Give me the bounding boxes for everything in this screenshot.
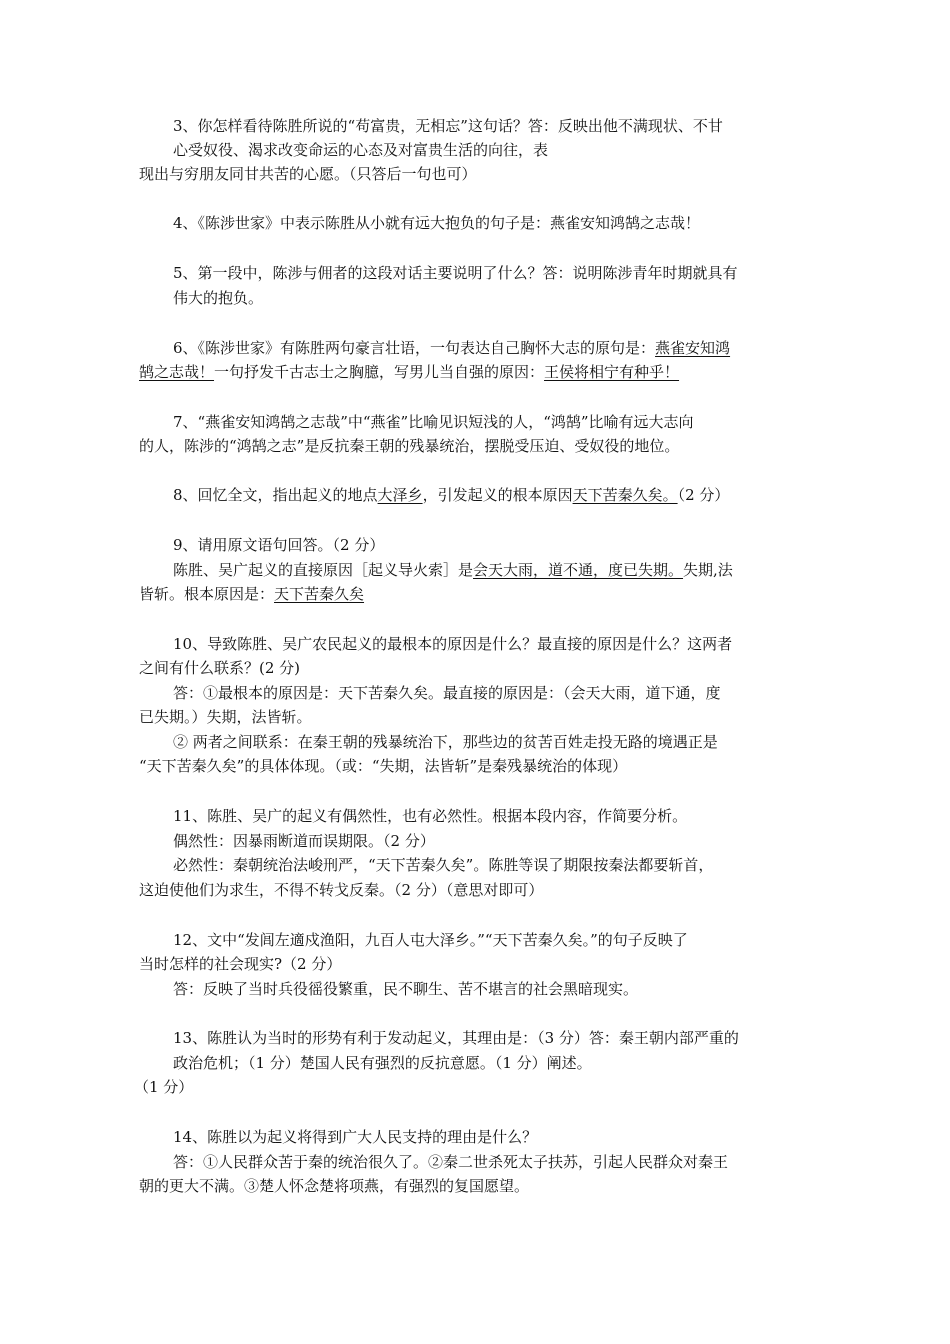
q8-text: ，引发起义的根本原因: [422, 486, 573, 504]
q9-answer-underlined: 天下苦秦久矣: [274, 585, 365, 603]
q5-line-2: 伟大的抱负。: [173, 289, 264, 307]
q10-line-2: 之间有什么联系？(2 分): [139, 659, 301, 677]
q9-answer-underlined: 会天大雨，道不通，度已失期。: [473, 561, 684, 579]
q8-score: （2 分）: [677, 486, 730, 504]
q11-line-1: 11、陈胜、吴广的起义有偶然性，也有必然性。根据本段内容，作简要分析。: [173, 807, 688, 825]
q12-line-2: 当时怎样的社会现实?（2 分）: [139, 955, 342, 973]
q11-line-4: 这迫使他们为求生，不得不转戈反秦。（2 分）（意思对即可）: [139, 881, 544, 899]
q6-line-1: [173, 337, 730, 359]
q6-text: 6、《陈涉世家》有陈胜两句豪言壮语，一句表达自己胸怀大志的原句是：: [173, 339, 656, 357]
q10-line-5: ② 两者之间联系：在秦王朝的残暴统治下，那些边的贫苦百姓走投无路的境遇正是: [173, 733, 718, 751]
q3-line-3: 现出与穷朋友同甘共苦的心愿。（只答后一句也可）: [139, 165, 477, 183]
q13-line-2: 政治危机；（1 分）楚国人民有强烈的反抗意愿。（1 分）阐述。: [173, 1054, 592, 1072]
q6-answer-underlined: 燕雀安知鸿: [655, 339, 731, 357]
q11-line-3: 必然性：秦朝统治法峻刑严，“天下苦秦久矣”。陈胜等误了期限按秦法都要斩首，: [173, 856, 714, 874]
q5-line-1: 5、第一段中，陈涉与佣者的这段对话主要说明了什么？答：说明陈涉青年时期就具有: [173, 264, 738, 282]
q3-line-1: 3、你怎样看待陈胜所说的“苟富贵，无相忘”这句话？答：反映出他不满现状、不甘: [173, 117, 723, 135]
q14-line-2: 答：①人民群众苦于秦的统治很久了。②秦二世杀死太子扶苏，引起人民群众对秦王: [173, 1153, 729, 1171]
q13-line-1: 13、陈胜认为当时的形势有利于发动起义，其理由是：（3 分）答：秦王朝内部严重的: [173, 1029, 739, 1047]
q4-line-1: 4、《陈涉世家》中表示陈胜从小就有远大抱负的句子是：燕雀安知鸿鹄之志哉！: [173, 214, 701, 232]
q12-line-1: 12、文中“发闾左適戍渔阳，九百人屯大泽乡。”“天下苦秦久矣。”的句子反映了: [173, 931, 688, 949]
q14-line-3: 朝的更大不满。③楚人怀念楚将项燕，有强烈的复国愿望。: [139, 1177, 530, 1195]
q11-line-2: 偶然性：因暴雨断道而误期限。（2 分）: [173, 832, 435, 850]
q8-text: 8、回忆全文，指出起义的地点: [173, 486, 378, 504]
q8-answer-underlined: 大泽乡: [377, 486, 423, 504]
q10-line-3: 答：①最根本的原因是：天下苦秦久矣。最直接的原因是：（会天大雨，道下通，度: [173, 684, 721, 702]
q9-text: 皆斩。根本原因是：: [139, 585, 275, 603]
q6-line-2: [139, 361, 679, 383]
q8-line-1: [173, 484, 729, 506]
q9-text: 失期,法: [683, 561, 733, 579]
q10-line-4: 已失期。）失期，法皆斩。: [139, 708, 312, 726]
q10-line-6: “天下苦秦久矣”的具体体现。（或：“失期，法皆斩”是秦残暴统治的体现）: [139, 757, 628, 775]
q12-line-3: 答：反映了当时兵役徭役繁重，民不聊生、苦不堪言的社会黑暗现实。: [173, 980, 639, 998]
q7-line-2: 的人，陈涉的“鸿鹄之志”是反抗秦王朝的残暴统治，摆脱受压迫、受奴役的地位。: [139, 437, 680, 455]
q10-line-1: 10、导致陈胜、吴广农民起义的最根本的原因是什么？最直接的原因是什么？这两者: [173, 635, 733, 653]
q6-text: 一句抒发千古志士之胸臆，写男儿当自强的原因：: [214, 363, 545, 381]
q9-line-1: 9、请用原文语句回答。（2 分）: [173, 536, 385, 554]
q14-line-1: 14、陈胜以为起义将得到广大人民支持的理由是什么？: [173, 1128, 538, 1146]
q3-line-2: 心受奴役、渴求改变命运的心态及对富贵生活的向往，表: [173, 141, 549, 159]
q8-answer-underlined: 天下苦秦久矣。: [572, 486, 678, 504]
q7-line-1: 7、“燕雀安知鸿鹄之志哉”中“燕雀”比喻见识短浅的人，“鸿鹄”比喻有远大志向: [173, 413, 694, 431]
q9-text: 陈胜、吴广起义的直接原因［起义导火索］是: [173, 561, 474, 579]
q6-answer-underlined: 鹄之志哉！: [139, 363, 215, 381]
q9-line-2: [173, 559, 733, 581]
q13-line-3: （1 分）: [134, 1078, 194, 1096]
q9-line-3: [139, 583, 364, 605]
q6-answer-underlined: 王侯将相宁有种乎！: [544, 363, 680, 381]
